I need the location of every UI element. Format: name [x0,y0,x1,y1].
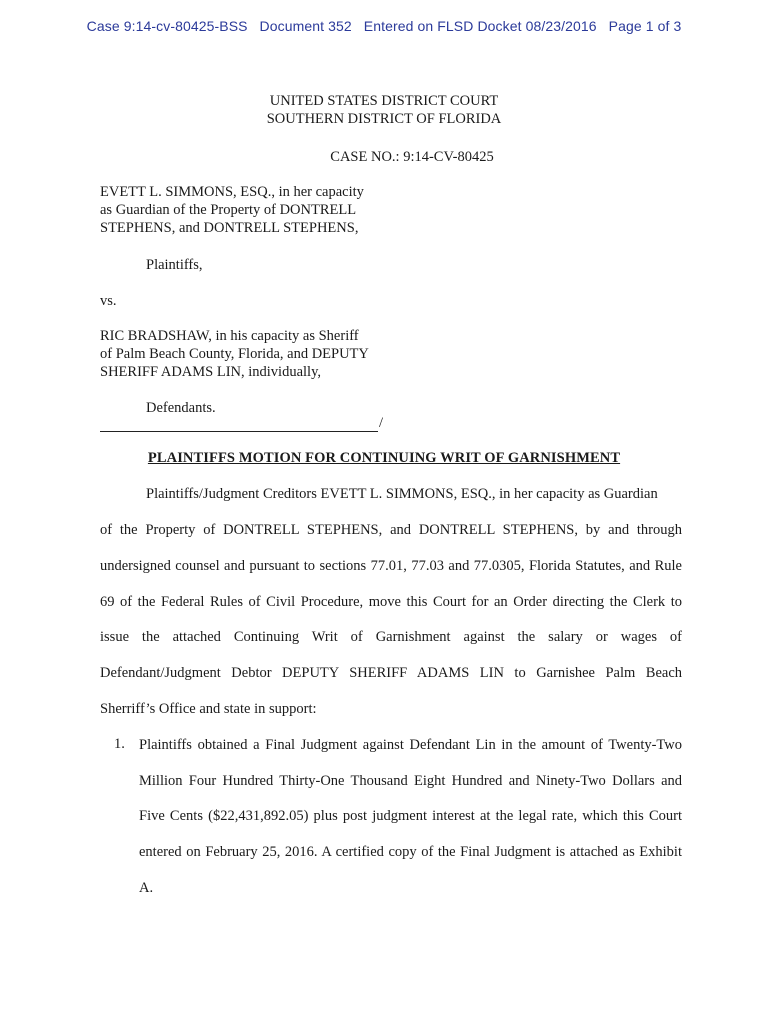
docket-header-stamp: Case 9:14-cv-80425-BSS Document 352 Entered on FLSD Docket 08/23/2016 Page 1 of 3 [86,18,682,34]
intro-paragraph-line: of the Property of DONTRELL STEPHENS, and DONTRELL STEPHENS, by and through [100,522,682,538]
item-number: 1. [114,736,125,752]
defendant-caption-line: SHERIFF ADAMS LIN, individually, [100,364,322,380]
defendants-label: Defendants. [146,400,216,416]
plaintiff-caption-line: EVETT L. SIMMONS, ESQ., in her capacity [100,184,364,200]
versus-label: vs. [100,293,117,309]
item-paragraph-line: entered on February 25, 2016. A certified copy of the Final Judgment is attached as Exhibit [139,844,682,860]
intro-paragraph-line: undersigned counsel and pursuant to sections 77.01, 77.03 and 77.0305, Florida Statutes, and Rule [100,558,682,574]
case-number: CASE NO.: 9:14-CV-80425 [330,149,494,165]
item-paragraph-line: Plaintiffs obtained a Final Judgment against Defendant Lin in the amount of Twenty-Two [139,737,682,753]
court-name-line2: SOUTHERN DISTRICT OF FLORIDA [266,111,502,127]
item-paragraph-line: A. [139,880,154,896]
plaintiffs-label: Plaintiffs, [146,257,203,273]
intro-paragraph-line: Sherriff’s Office and state in support: [100,701,317,717]
caption-divider-slash: / [379,415,384,431]
defendant-caption-line: RIC BRADSHAW, in his capacity as Sheriff [100,328,359,344]
defendant-caption-line: of Palm Beach County, Florida, and DEPUTY [100,346,369,362]
intro-paragraph-line: Defendant/Judgment Debtor DEPUTY SHERIFF ADAMS LIN to Garnishee Palm Beach [100,665,682,681]
item-paragraph-line: Million Four Hundred Thirty-One Thousand Eight Hundred and Ninety-Two Dollars and [139,773,682,789]
intro-paragraph-line: issue the attached Continuing Writ of Garnishment against the salary or wages of [100,629,682,645]
court-name-line1: UNITED STATES DISTRICT COURT [269,93,499,109]
item-paragraph-line: Five Cents ($22,431,892.05) plus post judgment interest at the legal rate, which this Court [139,808,682,824]
intro-paragraph-line: 69 of the Federal Rules of Civil Procedure, move this Court for an Order directing the Clerk to [100,594,682,610]
caption-divider-line [100,431,378,432]
plaintiff-caption-line: as Guardian of the Property of DONTRELL [100,202,357,218]
intro-paragraph-line: Plaintiffs/Judgment Creditors EVETT L. SIMMONS, ESQ., in her capacity as Guardian [146,486,658,502]
motion-title: PLAINTIFFS MOTION FOR CONTINUING WRIT OF GARNISHMENT [147,450,621,466]
plaintiff-caption-line: STEPHENS, and DONTRELL STEPHENS, [100,220,359,236]
